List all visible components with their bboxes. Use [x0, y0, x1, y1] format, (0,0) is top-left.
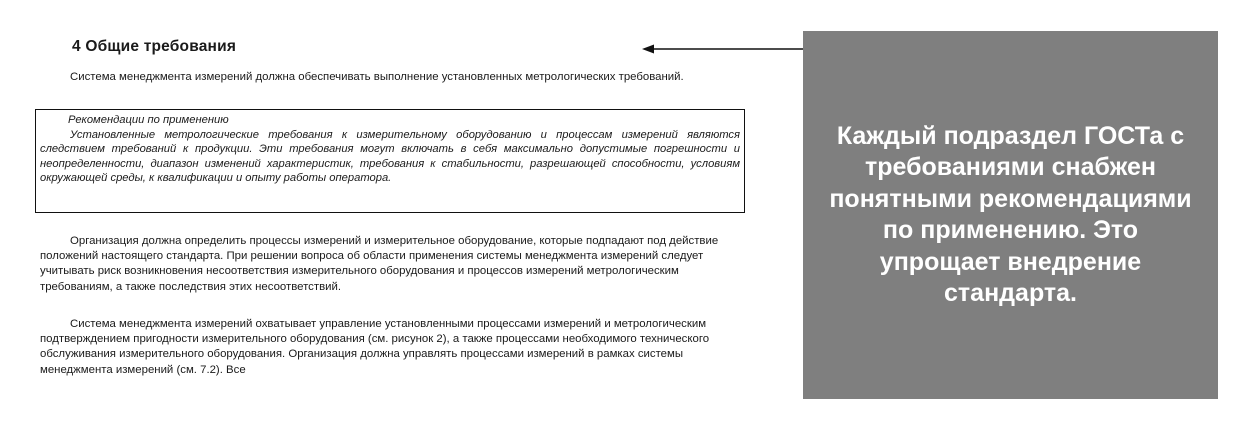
recommendation-text: Установленные метрологические требования к измерительному оборудованию и процессам измерений являются следствием требований к продукции. Эти требования могут включать в себя максимально допустимые погрешности и неопределенности, диапазон изменений характеристик, требования к стабильности, разрешающей способности, условиям окружающей среды, к квалификации и опыту работы оператора. — [40, 128, 740, 185]
section-heading: 4 Общие требования — [72, 38, 237, 55]
recommendation-title: Рекомендации по применению — [68, 114, 229, 126]
paragraph-3-text: Система менеджмента измерений охватывает управление установленными процессами измерений и метрологическим подтверждением пригодности измерительного оборудования (см. рисунок 2), а также процессами необходимого технического обслуживания измерительного оборудования. Организация должна управлять процессами измерений в рамках системы менеджмента измерений (см. 7.2). Все — [40, 318, 710, 376]
arrow-left-icon — [642, 42, 822, 56]
paragraph-1-text: Система менеджмента измерений должна обеспечивать выполнение установленных метрологических требований. — [70, 71, 684, 83]
callout-box — [803, 31, 1218, 399]
recommendation-text-block — [40, 128, 740, 186]
paragraph-3 — [40, 317, 748, 378]
paragraph-2 — [40, 234, 748, 295]
callout-text: Каждый подраздел ГОСТа с требованиями снабжен понятными рекомендациями по применению. Это упрощает внедрение стандарта. — [829, 121, 1192, 307]
paragraph-1 — [40, 70, 748, 85]
recommendation-box — [35, 109, 745, 213]
paragraph-2-text: Организация должна определить процессы измерений и измерительное оборудование, которые подпадают под действие положений настоящего стандарта. При решении вопроса об области применения системы менеджмента измерений следует учитывать риск возникновения несоответствия измерительного оборудования и процессов измерений метрологическим требованиям, а также последствия этих несоответствий. — [40, 235, 719, 293]
